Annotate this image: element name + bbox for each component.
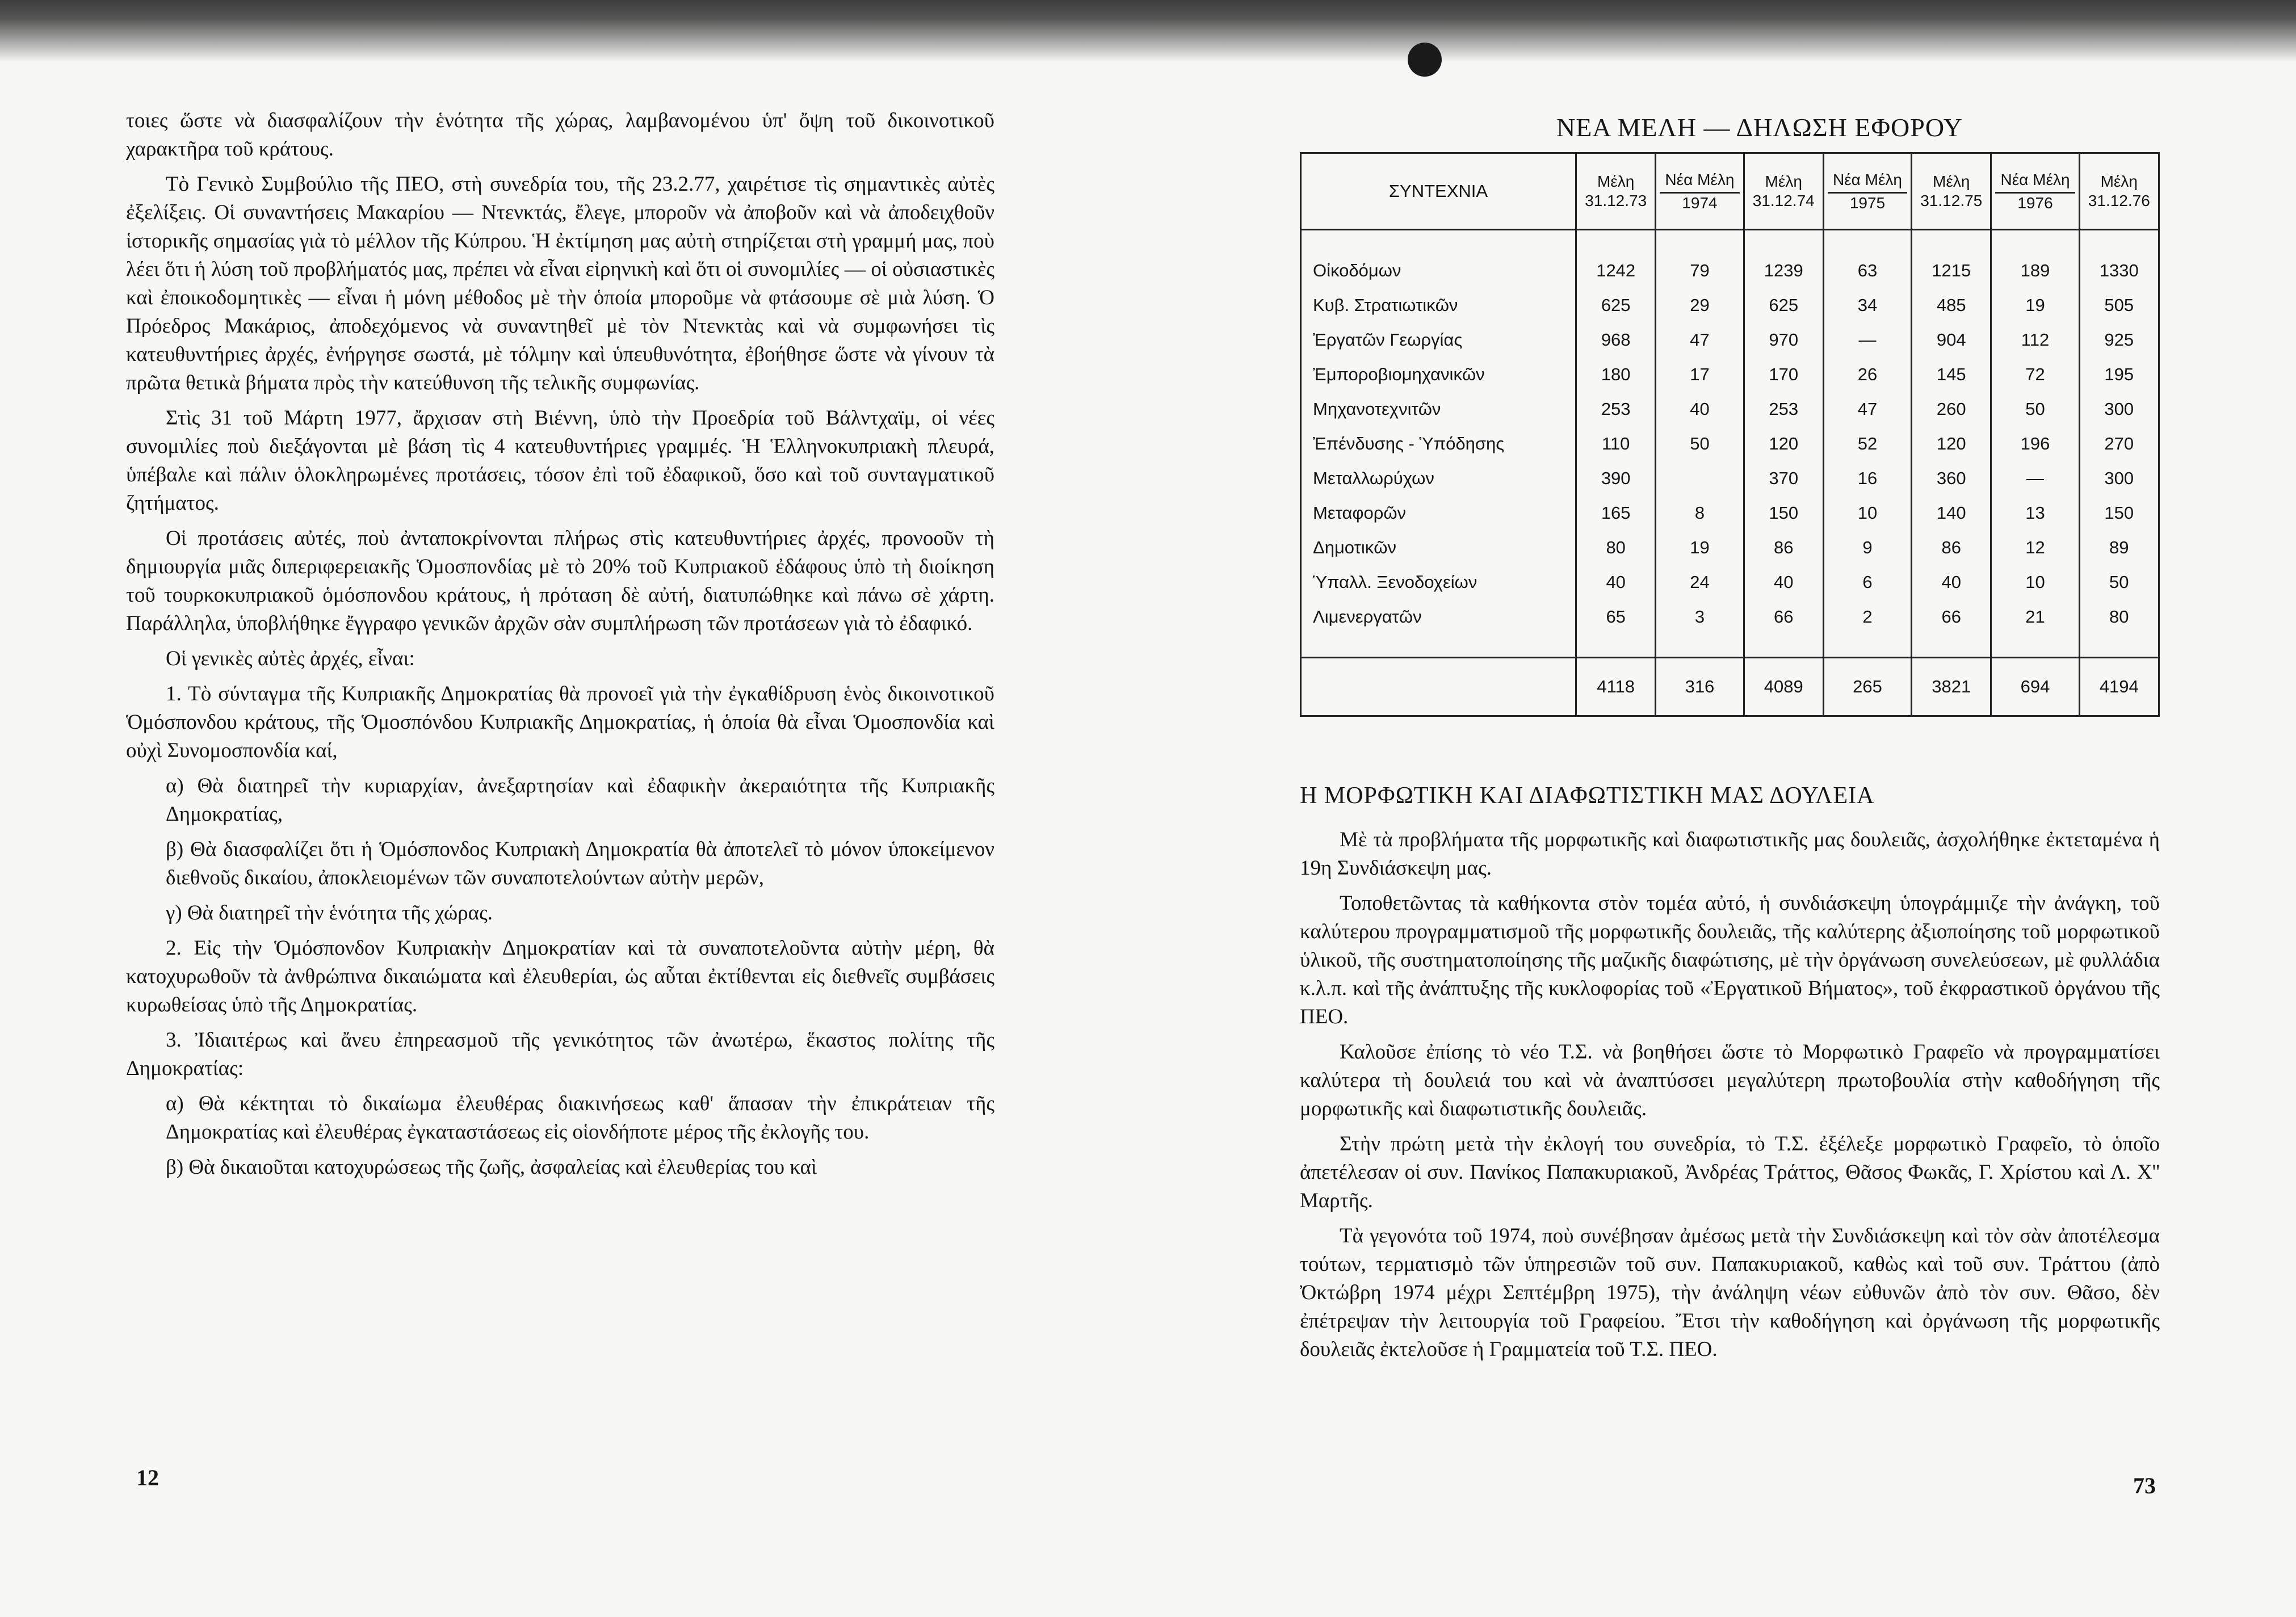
value-cell: 3 [1656,599,1744,634]
left-page-paragraph: β) Θὰ διασφαλίζει ὅτι ἡ Ὁμόσπονδος Κυπριακὴ Δημοκρατία θὰ ἀποτελεῖ τὸ μόνον ὑποκείμενον διεθνοῦς δικαίου, ἀποκλειομένων τῶν συναποτελούντων αὐτὴν μερῶν, [166,838,994,889]
header-new-1975: Νέα Μέλη 1975 [1823,153,1911,230]
union-name-cell: Μεταλλωρύχων [1301,461,1576,495]
value-cell: 86 [1912,530,1991,565]
value-cell: 10 [1823,495,1911,530]
value-cell: 89 [2079,530,2159,565]
header-members-1975: Μέλη 31.12.75 [1912,153,1991,230]
value-cell: 2 [1823,599,1911,634]
left-page-paragraph: α) Θὰ κέκτηται τὸ δικαίωμα ἐλευθέρας διακινήσεως καθ' ἅπασαν τὴν ἐπικράτειαν τῆς Δημοκρατίας καὶ ἐλευθέρας ἐγκαταστάσεως εἰς οἱονδήποτε μέρος τῆς ἐκλογῆς του. [166,1092,994,1144]
value-cell: 52 [1823,426,1911,461]
header-members-1976: Μέλη 31.12.76 [2079,153,2159,230]
header-members-1973: Μέλη 31.12.73 [1576,153,1656,230]
value-cell: 13 [1991,495,2079,530]
spacer-cell [1656,230,1744,254]
spacer-cell [1912,634,1991,658]
value-cell: 80 [1576,530,1656,565]
spacer-cell [2079,230,2159,254]
value-cell: 925 [2079,322,2159,357]
value-cell: 970 [1744,322,1823,357]
total-value-cell: 3821 [1912,658,1991,716]
table-row [1301,322,2159,357]
value-cell: 165 [1576,495,1656,530]
right-page-text-column [1300,826,2160,1371]
value-cell: 72 [1991,357,2079,392]
value-cell: 9 [1823,530,1911,565]
value-cell: 79 [1656,253,1744,288]
table-row [1301,426,2159,461]
right-page-number: 73 [2133,1473,2156,1498]
value-cell: 12 [1991,530,2079,565]
left-page-paragraph: γ) Θὰ διατηρεῖ τὴν ἑνότητα τῆς χώρας. [166,901,493,925]
table-header-row [1301,153,2159,230]
table-row [1301,599,2159,634]
value-cell: 1330 [2079,253,2159,288]
value-cell: 150 [1744,495,1823,530]
left-page-paragraph: 1. Τὸ σύνταγμα τῆς Κυπριακῆς Δημοκρατίας θὰ προνοεῖ γιὰ τὴν ἐγκαθίδρυση ἑνὸς δικοινοτικοῦ Ὁμόσπονδου κράτους, τῆς Ὁμοσπόνδου Κυπριακῆς Δημοκρατίας, ἡ ὁποία θὰ εἶναι Ὁμοσπονδία καὶ οὐχὶ Συνομοσπονδία καί, [126,682,994,762]
value-cell: 300 [2079,461,2159,495]
header-members-1974: Μέλη 31.12.74 [1744,153,1823,230]
union-name-cell: Κυβ. Στρατιωτικῶν [1301,288,1576,322]
value-cell: 86 [1744,530,1823,565]
header-new-1974: Νέα Μέλη 1974 [1656,153,1744,230]
value-cell: 24 [1656,565,1744,599]
total-value-cell: 4118 [1576,658,1656,716]
value-cell: 65 [1576,599,1656,634]
value-cell: 1215 [1912,253,1991,288]
left-page-number: 12 [136,1465,159,1490]
table-title: ΝΕΑ ΜΕΛΗ — ΔΗΛΩΣΗ ΕΦΟΡΟΥ [1556,113,1963,142]
union-name-cell: Ὑπαλλ. Ξενοδοχείων [1301,565,1576,599]
value-cell: 66 [1744,599,1823,634]
value-cell: 40 [1576,565,1656,599]
header-new-1976: Νέα Μέλη 1976 [1991,153,2079,230]
value-cell: 1239 [1744,253,1823,288]
total-value-cell: 265 [1823,658,1911,716]
spacer-cell [1912,230,1991,254]
spacer-cell [1656,634,1744,658]
value-cell: 120 [1912,426,1991,461]
value-cell: 17 [1656,357,1744,392]
value-cell: 40 [1912,565,1991,599]
value-cell: 34 [1823,288,1911,322]
value-cell: 145 [1912,357,1991,392]
left-page-paragraph: Στὶς 31 τοῦ Μάρτη 1977, ἄρχισαν στὴ Βιέννη, ὑπὸ τὴν Προεδρία τοῦ Βάλντχαϊμ, οἱ νέες συνομιλίες ποὺ διεξάγονται μὲ βάση τὶς 4 κατευθυντήριες γραμμές. Ἡ Ἑλληνοκυπριακὴ πλευρά, ὑπέβαλε καὶ πάλιν ὁλοκληρωμένες προτάσεις, τόσον ἐπὶ τοῦ ἐδαφικοῦ, ὅσο καὶ τοῦ συνταγματικοῦ ζητήματος. [126,406,994,515]
value-cell: 8 [1656,495,1744,530]
value-cell: 370 [1744,461,1823,495]
value-cell: 625 [1576,288,1656,322]
table-row [1301,530,2159,565]
spacer-cell [1744,634,1823,658]
value-cell: 968 [1576,322,1656,357]
value-cell: 66 [1912,599,1991,634]
value-cell: 63 [1823,253,1911,288]
right-page-paragraph: Τὰ γεγονότα τοῦ 1974, ποὺ συνέβησαν ἀμέσως μετὰ τὴν Συνδιάσκεψη καὶ τὸν σὰν ἀποτέλεσμα τούτων, τερματισμὸ τῶν ὑπηρεσιῶν τοῦ συν. Παπακυριακοῦ, καθὼς καὶ τοῦ συν. Τράττου (ἀπὸ Ὀκτώβρη 1974 μέχρι Σεπτέμβρη 1975), τὴν ἀνάληψη νέων εὐθυνῶν ἀπὸ τὸν συν. Θᾶσο, δὲν ἐπέτρεψαν τὴν λειτουργία τοῦ Γραφείου. Ἔτσι τὴν καθοδήγηση καὶ ὀργάνωση τῆς μορφωτικῆς δουλειᾶς ἐκτελοῦσε ἡ Γραμματεία τοῦ Τ.Σ. ΠΕΟ. [1300,1224,2160,1361]
value-cell: 140 [1912,495,1991,530]
total-label-cell [1301,658,1576,716]
left-page-paragraph: 3. Ἰδιαιτέρως καὶ ἄνευ ἐπηρεασμοῦ τῆς γενικότητος τῶν ἀνωτέρω, ἕκαστος πολίτης τῆς Δημοκρατίας: [126,1028,994,1080]
spacer-cell [1823,634,1911,658]
value-cell: 180 [1576,357,1656,392]
value-cell: 80 [2079,599,2159,634]
union-name-cell: Οἰκοδόμων [1301,253,1576,288]
right-page-paragraph: Τοποθετῶντας τὰ καθήκοντα στὸν τομέα αὐτό, ἡ συνδιάσκεψη ὑπογράμμιζε τὴν ἀνάγκη, τοῦ καλύτερου προγραμματισμοῦ τῆς μορφωτικῆς δουλειᾶς, τῆς καλύτερης ἀξιοποίησης τοῦ μορφωτικοῦ ὑλικοῦ, τῆς συστηματοποίησης τῆς μαζικῆς διαφώτισης, μὲ τὴν ὀργάνωση συνελεύσεων, μὲ φυλλάδια κ.λ.π. καὶ τῆς ἀνάπτυξης τῆς κυκλοφορίας τοῦ «Ἐργατικοῦ Βήματος», τοῦ ἐκφραστικοῦ ὀργάνου τῆς ΠΕΟ. [1300,892,2160,1028]
union-name-cell: Μεταφορῶν [1301,495,1576,530]
right-page-paragraph: Στὴν πρώτη μετὰ τὴν ἐκλογή του συνεδρία, τὸ Τ.Σ. ἐξέλεξε μορφωτικὸ Γραφεῖο, τὸ ὁποῖο ἀπετέλεσαν οἱ συν. Πανίκος Παπακυριακοῦ, Ἀνδρέας Τράττος, Θᾶσος Φωκᾶς, Γ. Χρίστου καὶ Λ. Χ'' Μαρτῆς. [1300,1132,2160,1212]
value-cell: 50 [1991,392,2079,426]
left-page-paragraph: Οἱ προτάσεις αὐτές, ποὺ ἀνταποκρίνονται πλήρως στὶς κατευθυντήριες ἀρχές, προνοοῦν τὴ δημιουργία μιᾶς διπεριφερειακῆς Ὁμοσπονδίας μὲ τὸ 20% τοῦ Κυπριακοῦ ἐδάφους ὑπὸ τὴ διοίκηση τοῦ τουρκοκυπριακοῦ ὁμόσπονδου κράτους, ἡ πρόταση δὲ αὐτή, διατυπώθηκε καὶ πάνω σὲ χάρτη. Παράλληλα, ὑποβλήθηκε ἔγγραφο γενικῶν ἀρχῶν σὰν συμπλήρωση τῶν προτάσεων γιὰ τὸ ἐδαφικό. [126,527,994,635]
right-page-paragraph: Καλοῦσε ἐπίσης τὸ νέο Τ.Σ. νὰ βοηθήσει ὥστε τὸ Μορφωτικὸ Γραφεῖο νὰ προγραμματίσει καλύτερα τὴ δουλειά του καὶ νὰ ἀναπτύσσει μεγαλύτερη πρωτοβουλία στὴν καθοδήγηση τῆς μορφωτικῆς καὶ διαφωτιστικῆς δουλειᾶς. [1300,1040,2160,1120]
new-members-table [1300,152,2160,717]
value-cell: 112 [1991,322,2079,357]
total-value-cell: 4194 [2079,658,2159,716]
spacer-cell [1301,634,1576,658]
table-row [1301,565,2159,599]
value-cell: 29 [1656,288,1744,322]
spacer-cell [1301,230,1576,254]
left-page-text-column [126,107,994,1188]
value-cell: — [1991,461,2079,495]
value-cell: 505 [2079,288,2159,322]
left-page-paragraph: Οἱ γενικὲς αὐτὲς ἀρχές, εἶναι: [166,647,415,670]
value-cell: 1242 [1576,253,1656,288]
value-cell: 26 [1823,357,1911,392]
union-name-cell: Ἐμποροβιομηχανικῶν [1301,357,1576,392]
value-cell: 253 [1576,392,1656,426]
value-cell: 390 [1576,461,1656,495]
spacer-cell [1991,634,2079,658]
value-cell: 360 [1912,461,1991,495]
total-value-cell: 316 [1656,658,1744,716]
section-heading: Η ΜΟΡΦΩΤΙΚΗ ΚΑΙ ΔΙΑΦΩΤΙΣΤΙΚΗ ΜΑΣ ΔΟΥΛΕΙΑ [1300,783,1875,809]
value-cell: 40 [1744,565,1823,599]
header-union: ΣΥΝΤΕΧΝΙΑ [1301,153,1576,230]
value-cell: 150 [2079,495,2159,530]
table-row [1301,253,2159,288]
value-cell: 195 [2079,357,2159,392]
table-spacer-row [1301,634,2159,658]
table-row [1301,288,2159,322]
table-spacer-row [1301,230,2159,254]
table-total-row [1301,658,2159,716]
value-cell: 6 [1823,565,1911,599]
total-value-cell: 694 [1991,658,2079,716]
left-page-paragraph: α) Θὰ διατηρεῖ τὴν κυριαρχίαν, ἀνεξαρτησίαν καὶ ἐδαφικὴν ἀκεραιότητα τῆς Κυπριακῆς Δημοκρατίας, [166,774,994,826]
value-cell: 50 [2079,565,2159,599]
value-cell: 485 [1912,288,1991,322]
union-name-cell: Ἐργατῶν Γεωργίας [1301,322,1576,357]
spacer-cell [1744,230,1823,254]
value-cell: 19 [1656,530,1744,565]
value-cell: 50 [1656,426,1744,461]
value-cell: — [1823,322,1911,357]
value-cell: 170 [1744,357,1823,392]
union-name-cell: Μηχανοτεχνιτῶν [1301,392,1576,426]
left-page-paragraph: τοιες ὥστε νὰ διασφαλίζουν τὴν ἑνότητα τῆς χώρας, λαμβανομένου ὑπ' ὄψη τοῦ δικοινοτικοῦ χαρακτῆρα τοῦ κράτους. [126,109,994,161]
spacer-cell [2079,634,2159,658]
union-name-cell: Δημοτικῶν [1301,530,1576,565]
value-cell: 196 [1991,426,2079,461]
value-cell: 16 [1823,461,1911,495]
table-body [1301,230,2159,716]
value-cell: 10 [1991,565,2079,599]
left-page-paragraph: Τὸ Γενικὸ Συμβούλιο τῆς ΠΕΟ, στὴ συνεδρία του, τῆς 23.2.77, χαιρέτισε τὶς σημαντικὲς αὐτὲς ἐξελίξεις. Οἱ συναντήσεις Μακαρίου — Ντενκτάς, ἔλεγε, μποροῦν νὰ ἀποβοῦν καὶ νὰ ἀποδειχθοῦν ἱστορικῆς σημασίας γιὰ τὸ μέλλον τῆς Κύπρου. Ἡ ἐκτίμηση μας αὐτὴ στηρίζεται στὴ γραμμή μας, ποὺ λέει ὅτι ἡ λύση τοῦ προβλήματός μας, πρέπει νὰ εἶναι εἰρηνικὴ καὶ ὅτι οἱ συνομιλίες — οἱ οὐσιαστικὲς καὶ ἐποικοδομητικὲς — εἶναι ἡ μόνη μέθοδος μὲ τὴν ὁποία μποροῦμε νὰ φτάσουμε σὲ μιὰ λύση. Ὁ Πρόεδρος Μακάριος, ἀποδεχόμενος νὰ συναντηθεῖ μὲ τὸν Ντενκτὰς καὶ νὰ συμφωνήσει τὶς κατευθυντήριες ἀρχές, ἐνήργησε σωστά, μὲ τόλμην καὶ ὑπευθυνότητα, ἐβοήθησε ὥστε νὰ γίνουν τὰ πρῶτα θετικὰ βήματα πρὸς τὴν κατεύθυνση τῆς τελικῆς συμφωνίας. [126,173,994,394]
total-value-cell: 4089 [1744,658,1823,716]
table-row [1301,495,2159,530]
value-cell: 21 [1991,599,2079,634]
value-cell: 300 [2079,392,2159,426]
value-cell: 253 [1744,392,1823,426]
value-cell: 270 [2079,426,2159,461]
value-cell: 904 [1912,322,1991,357]
value-cell: 110 [1576,426,1656,461]
left-page-paragraph: 2. Εἰς τὴν Ὁμόσπονδον Κυπριακὴν Δημοκρατίαν καὶ τὰ συναποτελοῦντα αὐτὴν μέρη, θὰ κατοχυρωθοῦν τὰ ἀνθρώπινα δικαιώματα καὶ ἐλευθερίαι, ὡς αὗται ἐκτίθενται εἰς διεθνεῖς συμβάσεις κυρωθείσας ὑπὸ τῆς Δημοκρατίας. [126,936,994,1017]
value-cell: 47 [1656,322,1744,357]
value-cell: 625 [1744,288,1823,322]
table-row [1301,357,2159,392]
right-page-paragraph: Μὲ τὰ προβλήματα τῆς μορφωτικῆς καὶ διαφωτιστικῆς μας δουλειᾶς, ἀσχολήθηκε ἐκτεταμένα ἡ 19η Συνδιάσκεψη μας. [1300,828,2160,880]
spacer-cell [1576,634,1656,658]
table-row [1301,461,2159,495]
value-cell: 19 [1991,288,2079,322]
left-page-paragraph: β) Θὰ δικαιοῦται κατοχυρώσεως τῆς ζωῆς, ἀσφαλείας καὶ ἐλευθερίας του καὶ [166,1156,817,1179]
table-row [1301,392,2159,426]
value-cell: 47 [1823,392,1911,426]
value-cell: 189 [1991,253,2079,288]
union-name-cell: Ἐπένδυσης - Ὑπόδησης [1301,426,1576,461]
value-cell: 260 [1912,392,1991,426]
value-cell: 120 [1744,426,1823,461]
value-cell: 40 [1656,392,1744,426]
spacer-cell [1991,230,2079,254]
spacer-cell [1576,230,1656,254]
value-cell [1656,461,1744,495]
spacer-cell [1823,230,1911,254]
union-name-cell: Λιμενεργατῶν [1301,599,1576,634]
